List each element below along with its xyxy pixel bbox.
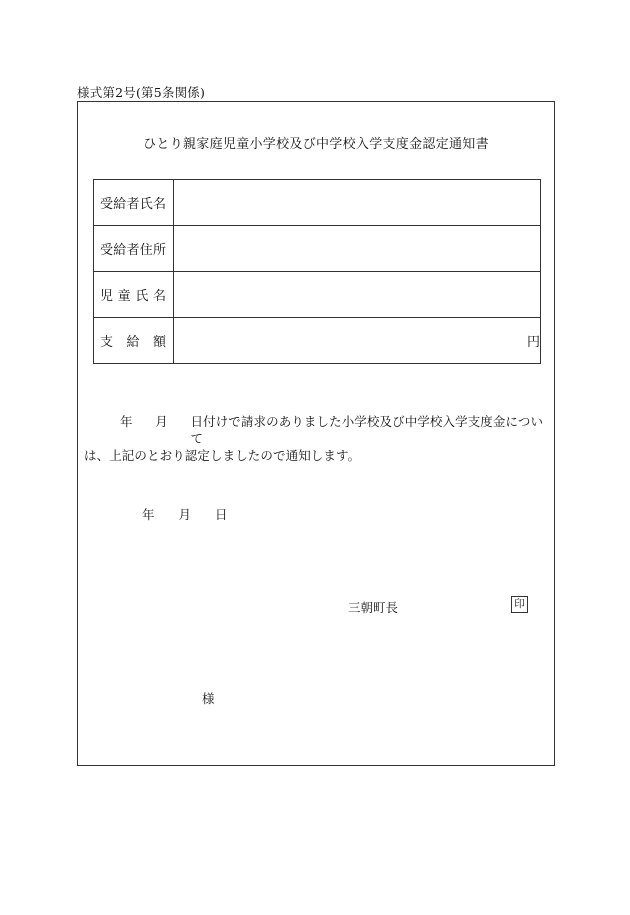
- issuer-name: 三朝町長: [348, 600, 399, 615]
- table-row-child-name: [94, 272, 541, 318]
- label-payment-amount: 支 給 額: [94, 318, 174, 364]
- issue-date: [142, 505, 228, 523]
- document-frame: [77, 101, 555, 766]
- seal-mark: 印: [511, 596, 528, 613]
- table-row-recipient-name: [94, 180, 541, 226]
- document-title: ひとり親家庭児童小学校及び中学校入学支度金認定通知書: [143, 137, 489, 152]
- date-day: 日: [215, 507, 228, 522]
- yen-unit: 円: [526, 335, 540, 350]
- recipient-address-field[interactable]: [174, 226, 541, 272]
- notice-year: 年: [120, 414, 133, 429]
- date-year: 年: [142, 507, 155, 522]
- label-recipient-name: 受 給 者 氏 名: [94, 180, 174, 226]
- addressee-honorific: 様: [202, 691, 215, 706]
- notice-month: 月: [155, 414, 168, 429]
- payment-amount-field[interactable]: [174, 318, 541, 364]
- date-month: 月: [178, 507, 192, 522]
- form-number: 様式第2号(第5条関係): [77, 85, 206, 100]
- table-row-payment-amount: [94, 318, 541, 364]
- notice-line2: は、上記のとおり認定しましたので通知します。: [84, 448, 361, 463]
- label-recipient-address: 受 給 者 住 所: [94, 226, 174, 272]
- recipient-info-table: [93, 179, 541, 364]
- label-child-name: 児 童 氏 名: [94, 272, 174, 318]
- notice-text: [84, 413, 554, 464]
- child-name-field[interactable]: [174, 272, 541, 318]
- recipient-name-field[interactable]: [174, 180, 541, 226]
- table-row-recipient-address: [94, 226, 541, 272]
- notice-line1: 日付けで請求のありました小学校及び中学校入学支度金につい て: [190, 414, 544, 446]
